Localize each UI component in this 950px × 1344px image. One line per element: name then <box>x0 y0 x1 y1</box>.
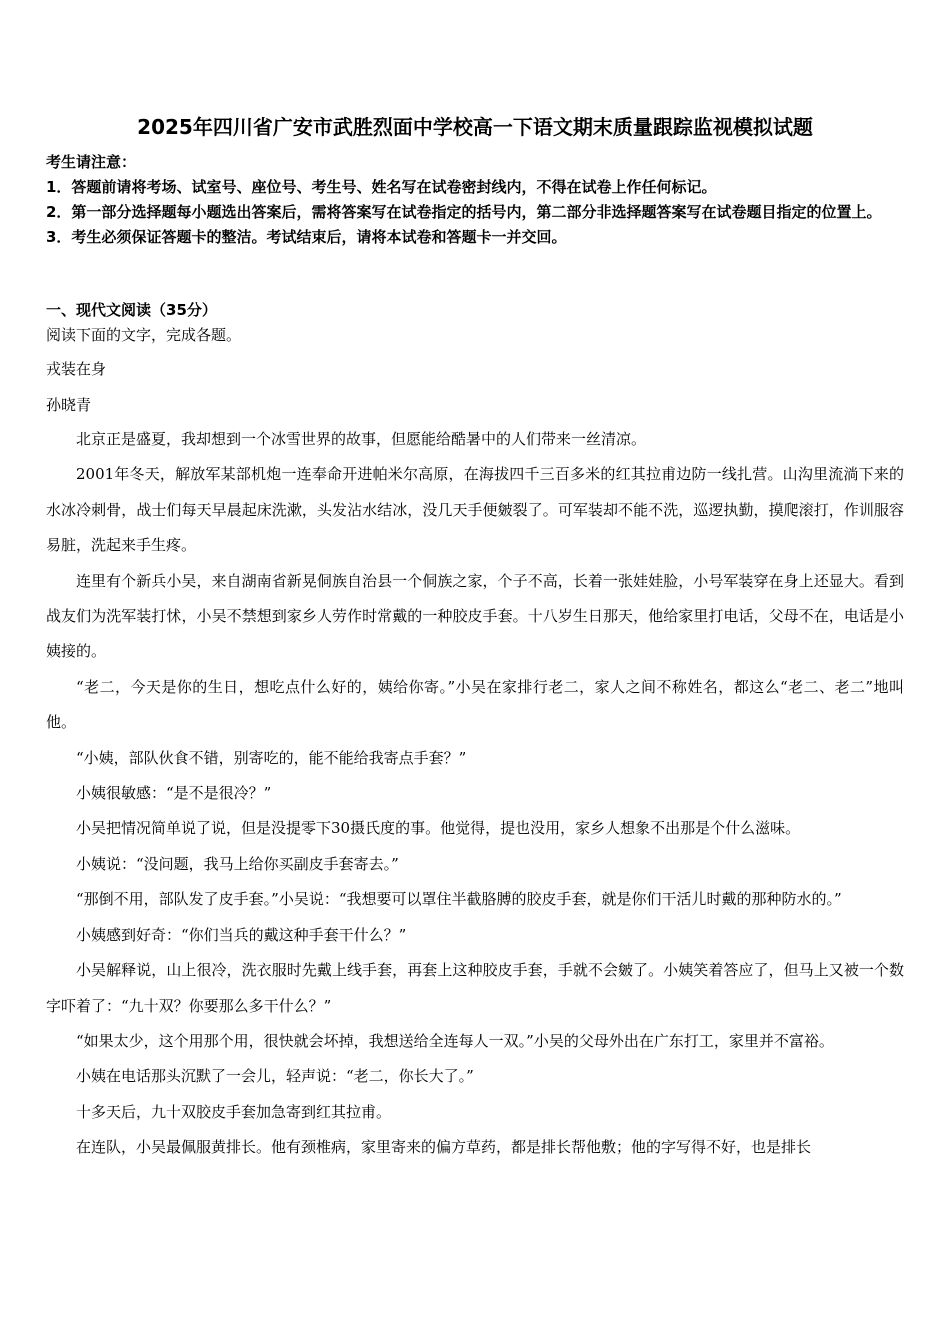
notice-item-1: 1．答题前请将考场、试室号、座位号、考生号、姓名写在试卷密封线内，不得在试卷上作任何标记。 <box>46 178 717 196</box>
paragraph: 小姨说：“没问题，我马上给你买副皮手套寄去。” <box>76 854 399 873</box>
candidate-notice <box>46 150 904 250</box>
section-heading: 一、现代文阅读（35分） <box>46 301 217 319</box>
paragraph: “老二，今天是你的生日，想吃点什么好的，姨给你寄。”小吴在家排行老二，家人之间不称姓名，都这么“老二、老二”地叫他。 <box>46 677 904 732</box>
paragraph: 北京正是盛夏，我却想到一个冰雪世界的故事，但愿能给酷暑中的人们带来一丝清凉。 <box>76 430 647 448</box>
notice-item-3: 3．考生必须保证答题卡的整洁。考试结束后，请将本试卷和答题卡一并交回。 <box>46 228 567 246</box>
paragraph: “小姨，部队伙食不错，别寄吃的，能不能给我寄点手套？” <box>76 748 467 767</box>
notice-item-2: 2．第一部分选择题每小题选出答案后，需将答案写在试卷指定的括号内，第二部分非选择题答案写在试卷题目指定的位置上。 <box>46 203 882 221</box>
notice-heading: 考生请注意： <box>46 153 137 171</box>
paragraph: “如果太少，这个用那个用，很快就会坏掉，我想送给全连每人一双。”小吴的父母外出在广东打工，家里并不富裕。 <box>76 1031 834 1050</box>
article-author: 孙晓青 <box>46 396 92 414</box>
paragraph: 小姨很敏感：“是不是很冷？” <box>76 784 272 803</box>
article-title: 戎装在身 <box>46 360 107 378</box>
paragraph: 2001年冬天，解放军某部机炮一连奉命开进帕米尔高原，在海拔四千三百多米的红其拉甫边防一线扎营。山沟里流淌下来的水冰冷刺骨，战士们每天早晨起床洗漱，头发沾水结冰，没几天手便皴裂了。可军装却不能不洗，巡逻执勤，摸爬滚打，作训服容易脏，洗起来手生疼。 <box>46 465 904 555</box>
paragraph: 连里有个新兵小吴，来自湖南省新晃侗族自治县一个侗族之家，个子不高，长着一张娃娃脸，小号军装穿在身上还显大。看到战友们为洗军装打怵，小吴不禁想到家乡人劳作时常戴的一种胶皮手套。十八岁生日那天，他给家里打电话，父母不在，电话是小姨接的。 <box>46 571 904 661</box>
article-body <box>46 422 904 1166</box>
section-instruction: 阅读下面的文字，完成各题。 <box>46 326 242 344</box>
paragraph: 小吴把情况简单说了说，但是没提零下30摄氏度的事。他觉得，提也没用，家乡人想象不出那是个什么滋味。 <box>76 819 801 838</box>
paragraph: 十多天后，九十双胶皮手套加急寄到红其拉甫。 <box>76 1102 392 1121</box>
paragraph: 在连队，小吴最佩服黄排长。他有颈椎病，家里寄来的偏方草药，都是排长帮他敷；他的字写得不好，也是排长 <box>76 1138 812 1157</box>
paragraph: 小吴解释说，山上很冷，洗衣服时先戴上线手套，再套上这种胶皮手套，手就不会皴了。小姨笑着答应了，但马上又被一个数字吓着了：“九十双？你要那么多干什么？” <box>46 961 904 1015</box>
paragraph: “那倒不用，部队发了皮手套。”小吴说：“我想要可以罩住半截胳膊的胶皮手套，就是你们干活儿时戴的那种防水的。” <box>76 890 842 909</box>
paragraph: 小姨感到好奇：“你们当兵的戴这种手套干什么？” <box>76 925 407 944</box>
paragraph: 小姨在电话那头沉默了一会儿，轻声说：“老二，你长大了。” <box>76 1067 474 1086</box>
exam-title: 2025年四川省广安市武胜烈面中学校高一下语文期末质量跟踪监视模拟试题 <box>137 115 813 139</box>
